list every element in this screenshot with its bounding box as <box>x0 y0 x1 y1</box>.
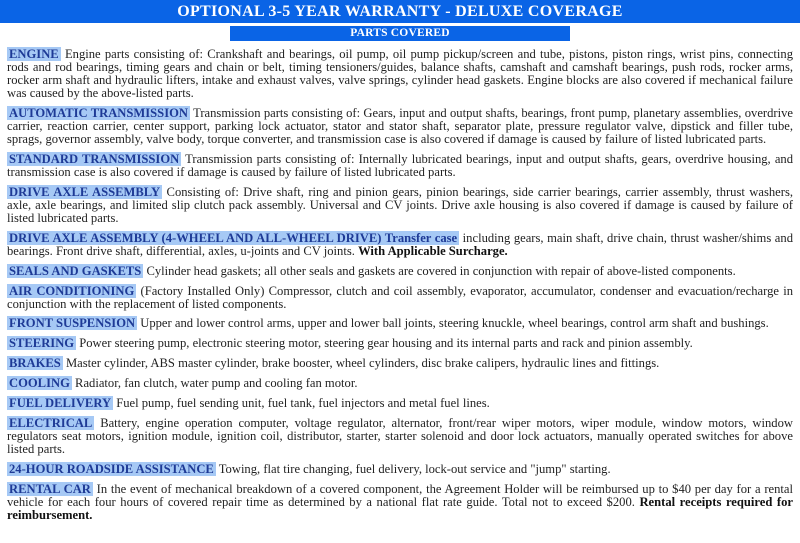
coverage-section-bold-note: With Applicable Surcharge. <box>358 243 508 258</box>
coverage-section: AIR CONDITIONING (Factory Installed Only) Compressor, clutch and coil assembly, evaporator, accumulator, condenser and evacuation/recharge in conjunction with the replacement of listed components. <box>7 283 793 311</box>
coverage-section: DRIVE AXLE ASSEMBLY (4-WHEEL AND ALL-WHEEL DRIVE) Transfer case including gears, main shaft, drive chain, thrust washer/shims and bearings. Front drive shaft, differential, axles, u-joints and CV joints. With Applicable Surcharge. <box>7 230 793 258</box>
coverage-section-heading: ENGINE <box>9 47 59 61</box>
coverage-section: ELECTRICAL Battery, engine operation computer, voltage regulator, alternator, front/rear wiper motors, wiper module, window motors, window regulators seat motors, ignition module, ignition coil, distributor, starter, starter solenoid and door lock actuators, manually operated switches for above listed parts. <box>7 416 793 457</box>
coverage-section: FUEL DELIVERY Fuel pump, fuel sending unit, fuel tank, fuel injectors and metal fuel lines. <box>9 396 490 411</box>
coverage-section: SEALS AND GASKETS Cylinder head gaskets; all other seals and gaskets are covered in conjunction with repair of above-listed components. <box>9 263 736 278</box>
coverage-section: 24-HOUR ROADSIDE ASSISTANCE Towing, flat tire changing, fuel delivery, lock-out service and "jump" starting. <box>9 462 611 477</box>
coverage-section-bold-note: Rental receipts required for reimbursement. <box>7 495 793 523</box>
coverage-section-heading: ELECTRICAL <box>9 416 93 431</box>
coverage-section: BRAKES Master cylinder, ABS master cylinder, brake booster, wheel cylinders, disc brake calipers, hydraulic lines and fittings. <box>9 356 660 371</box>
parts-covered-list <box>0 48 800 522</box>
coverage-section-heading: DRIVE AXLE ASSEMBLY (4-WHEEL AND ALL-WHEEL DRIVE) Transfer case <box>9 230 458 245</box>
coverage-section-heading: FRONT SUSPENSION <box>9 316 136 331</box>
coverage-section-heading: BRAKES <box>9 356 61 371</box>
coverage-section: AUTOMATIC TRANSMISSION Transmission parts consisting of: Gears, input and output shafts, bearings, front pump, planetary assemblies, overdrive carrier, reaction carrier, center support, parking lock actuator, stator and stator shaft, separator plate, pressure regulator valve, dipstick and filler tube, sprags, governor assembly, valve body, torque converter, and transmission case is also covered if damage is caused by failure of listed lubricated parts. <box>7 105 793 146</box>
parts-covered-bar: PARTS COVERED <box>230 26 570 41</box>
coverage-section: RENTAL CAR In the event of mechanical breakdown of a covered component, the Agreement Holder will be reimbursed up to $40 per day for a rental vehicle for each four hours of covered repair time as determined by a national flat rate guide. Total not to exceed $200. Rental receipts required for reimbursement. <box>7 482 793 523</box>
coverage-section: STEERING Power steering pump, electronic steering motor, steering gear housing and its internal parts and rack and pinion assembly. <box>9 336 693 351</box>
coverage-section-heading: DRIVE AXLE ASSEMBLY <box>9 184 161 199</box>
coverage-section-heading: COOLING <box>9 376 70 391</box>
coverage-section-heading: SEALS AND GASKETS <box>9 263 142 278</box>
coverage-section-heading: STEERING <box>9 336 75 351</box>
coverage-section-heading: AUTOMATIC TRANSMISSION <box>9 105 188 120</box>
coverage-section: STANDARD TRANSMISSION Transmission parts consisting of: Internally lubricated bearings, input and output shafts, gears, overdrive housing, and transmission case is also covered if damage is caused by failure of listed lubricated parts. <box>7 151 793 179</box>
coverage-section: COOLING Radiator, fan clutch, water pump and cooling fan motor. <box>9 376 358 391</box>
coverage-section: ENGINE Engine parts consisting of: Crankshaft and bearings, oil pump, oil pump pickup/screen and tube, pistons, piston rings, wrist pins, connecting rods and rod bearings, timing gears and chain or belt, timing tensioners/guides, balance shafts, camshaft and camshaft bearings, push rods, rocker arms, rocker arm shaft and hydraulic lifters, intake and exhaust valves, valve springs, cylinder head gaskets. Engine blocks are also covered if mechanical failure was caused by the above-listed parts. <box>7 47 793 100</box>
coverage-section-heading: FUEL DELIVERY <box>9 396 112 411</box>
coverage-section-heading: AIR CONDITIONING <box>9 283 135 298</box>
coverage-section: DRIVE AXLE ASSEMBLY Consisting of: Drive shaft, ring and pinion gears, pinion bearings, side carrier bearings, carrier assembly, thrust washers, axle, axle bearings, and limited slip clutch pack assembly. Universal and CV joints. Drive axle housing is also covered if damage is caused by failure of listed lubricated parts. <box>7 184 794 225</box>
coverage-section-heading: STANDARD TRANSMISSION <box>9 151 180 166</box>
coverage-section: FRONT SUSPENSION Upper and lower control arms, upper and lower ball joints, steering knuckle, wheel bearings, control arm shaft and bushings. <box>9 316 769 331</box>
coverage-section-heading: RENTAL CAR <box>9 482 91 497</box>
coverage-section-heading: 24-HOUR ROADSIDE ASSISTANCE <box>9 462 214 477</box>
warranty-title-bar: OPTIONAL 3-5 YEAR WARRANTY - DELUXE COVERAGE <box>0 0 800 23</box>
